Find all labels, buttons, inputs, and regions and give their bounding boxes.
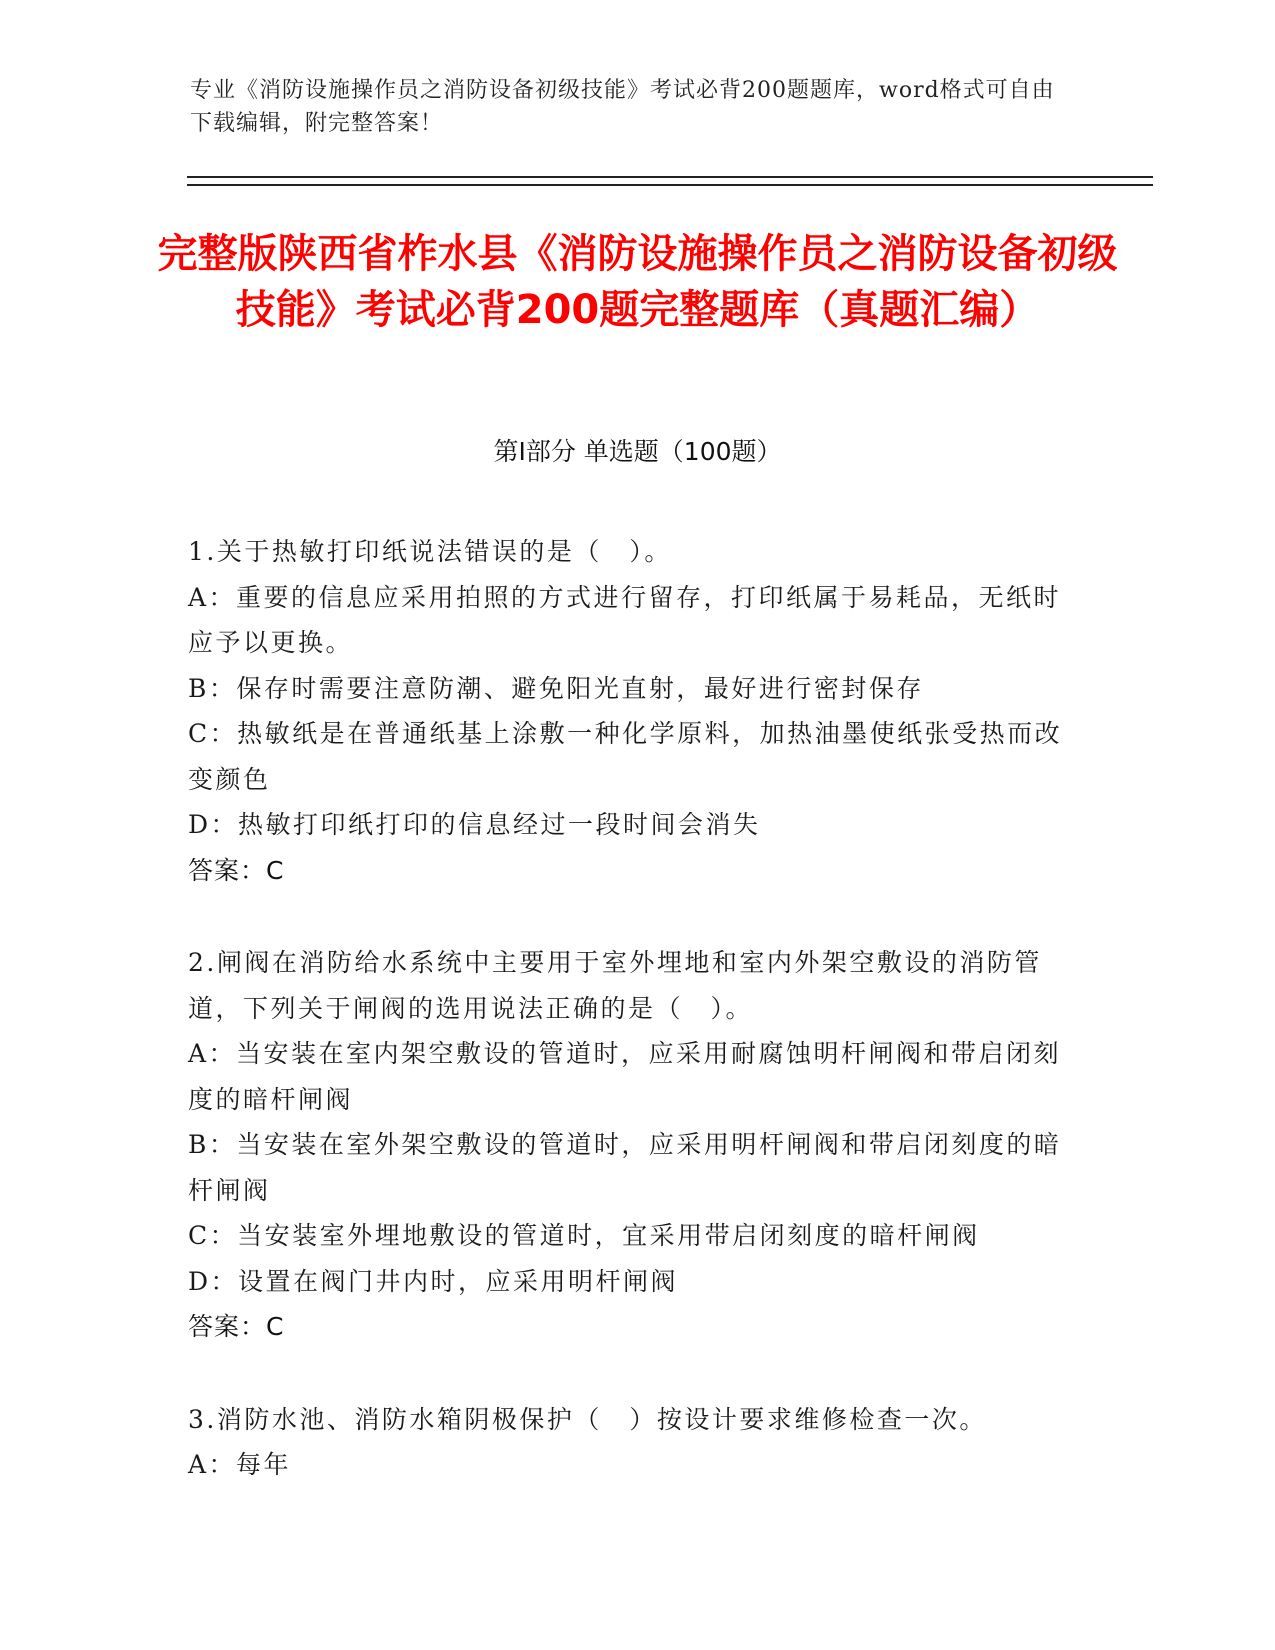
question-stem: 1.关于热敏打印纸说法错误的是（ ）。 [188, 537, 672, 566]
question-2 [188, 940, 1078, 1350]
question-3 [188, 1397, 1078, 1488]
option-d: D：热敏打印纸打印的信息经过一段时间会消失 [188, 810, 761, 839]
intro-text: 专业《消防设施操作员之消防设备初级技能》考试必背200题题库，word格式可自由下载编辑，附完整答案！ [190, 78, 1055, 136]
header-rule-bottom [187, 184, 1153, 186]
section-heading: 第Ⅰ部分 单选题（100题） [493, 437, 782, 466]
option-b: B：当安装在室外架空敷设的管道时，应采用明杆闸阀和带启闭刻度的暗杆闸阀 [188, 1130, 1062, 1205]
option-a: A：重要的信息应采用拍照的方式进行留存，打印纸属于易耗品，无纸时应予以更换。 [188, 582, 1062, 657]
question-1 [188, 529, 1078, 893]
option-a: A：每年 [188, 1450, 292, 1479]
answer: 答案：C [188, 1312, 285, 1341]
option-a: A：当安装在室内架空敷设的管道时，应采用耐腐蚀明杆闸阀和带启闭刻度的暗杆闸阀 [188, 1039, 1062, 1114]
question-list [188, 529, 1078, 1535]
option-c: C：热敏纸是在普通纸基上涂敷一种化学原料，加热油墨使纸张受热而改变颜色 [188, 719, 1063, 794]
option-b: B：保存时需要注意防潮、避免阳光直射，最好进行密封保存 [188, 673, 924, 703]
question-stem: 3.消防水池、消防水箱阴极保护（ ）按设计要求维修检查一次。 [188, 1404, 987, 1434]
answer: 答案：C [188, 855, 285, 885]
option-d: D：设置在阀门井内时，应采用明杆闸阀 [188, 1266, 679, 1296]
option-c: C：当安装室外埋地敷设的管道时，宜采用带启闭刻度的暗杆闸阀 [188, 1221, 980, 1250]
question-stem: 2.闸阀在消防给水系统中主要用于室外埋地和室内外架空敷设的消防管道，下列关于闸阀的选用说法正确的是（ ）。 [188, 948, 1042, 1023]
document-title: 完整版陕西省柞水县《消防设施操作员之消防设备初级技能》考试必背200题完整题库（真题汇编） [157, 231, 1118, 333]
header-rule-top [187, 176, 1153, 178]
